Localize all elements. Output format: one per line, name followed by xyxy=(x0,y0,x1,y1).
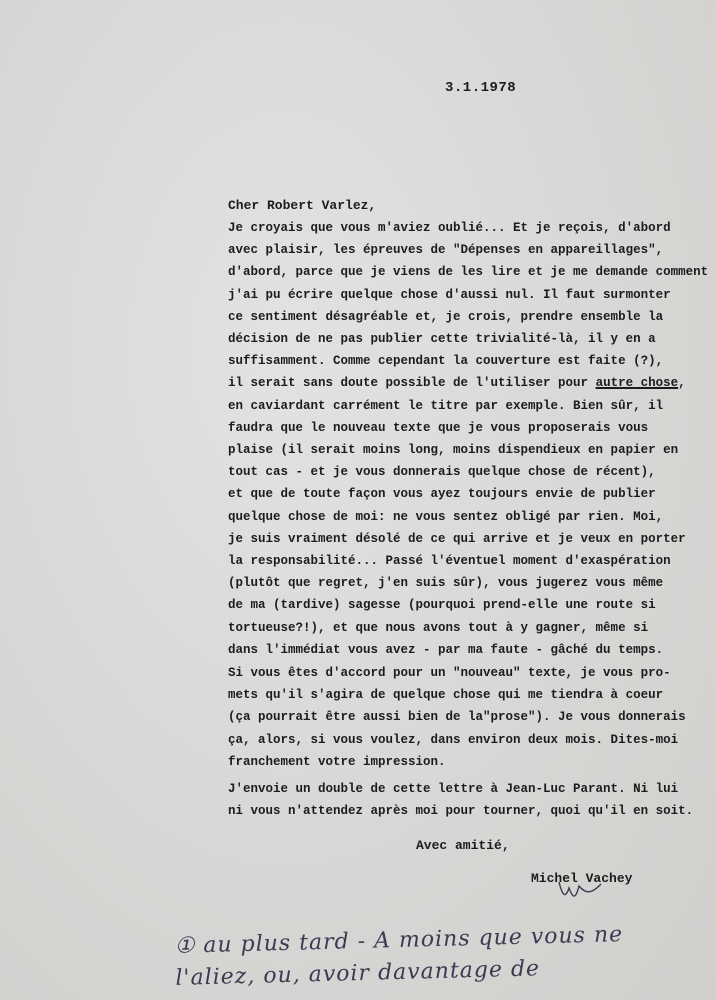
text-line: tout cas - et je vous donnerais quelque chose de récent), xyxy=(228,465,656,480)
text-line: quelque chose de moi: ne vous sentez obligé par rien. Moi, xyxy=(228,509,664,524)
text-line: ce sentiment désagréable et, je crois, prendre ensemble la xyxy=(228,309,664,324)
handwritten-note xyxy=(174,919,624,995)
text-line: (plutôt que regret, j'en suis sûr), vous jugerez vous même xyxy=(228,576,664,591)
text-line: Si vous êtes d'accord pour un "nouveau" texte, je vous pro- xyxy=(228,666,671,680)
text-fragment: il serait sans doute possible de l'utiliser pour xyxy=(228,376,596,391)
underlined-phrase: autre chose xyxy=(595,376,679,391)
text-line: de ma (tardive) sagesse (pourquoi prend-elle une route si xyxy=(228,598,656,613)
letter-date: 3.1.1978 xyxy=(445,80,517,96)
paragraph-3 xyxy=(228,778,716,822)
closing: Avec amitié, xyxy=(416,838,510,853)
paragraph-1 xyxy=(228,217,716,661)
text-line: en caviardant carrément le titre par exemple. Bien sûr, il xyxy=(228,398,664,413)
text-line: franchement votre impression. xyxy=(228,754,446,769)
text-line: je suis vraiment désolé de ce qui arrive et je veux en porter xyxy=(228,531,686,546)
text-line: d'abord, parce que je viens de les lire et je me demande comment xyxy=(228,265,709,280)
text-line: plaise (il serait moins long, moins dispendieux en papier en xyxy=(228,443,679,458)
text-line: mets qu'il s'agira de quelque chose qui me tiendra à coeur xyxy=(228,688,664,703)
text-line-with-underline xyxy=(228,372,716,394)
signature-scribble-icon xyxy=(556,876,606,906)
text-line: Je croyais que vous m'aviez oublié... Et je reçois, d'abord xyxy=(228,221,671,235)
handwritten-line: l'aliez, ou, avoir davantage de xyxy=(175,956,541,991)
text-line: avec plaisir, les épreuves de "Dépenses en appareillages", xyxy=(228,243,664,258)
text-fragment: , xyxy=(678,376,686,391)
text-line: dans l'immédiat vous avez - par ma faute - gâché du temps. xyxy=(228,642,664,657)
text-line: j'ai pu écrire quelque chose d'aussi nul. Il faut surmonter xyxy=(228,287,671,302)
text-line: décision de ne pas publier cette trivialité-là, il y en a xyxy=(228,332,656,347)
text-line: (ça pourrait être aussi bien de la"prose"). Je vous donnerais xyxy=(228,710,686,725)
salutation: Cher Robert Varlez, xyxy=(228,198,377,213)
text-line: J'envoie un double de cette lettre à Jean-Luc Parant. Ni lui xyxy=(228,782,679,796)
text-line: et que de toute façon vous ayez toujours envie de publier xyxy=(228,487,656,502)
text-line: faudra que le nouveau texte que je vous proposerais vous xyxy=(228,420,649,435)
text-line: tortueuse?!), et que nous avons tout à y gagner, même si xyxy=(228,620,649,635)
text-line: ni vous n'attendez après moi pour tourner, quoi qu'il en soit. xyxy=(228,804,694,819)
handwritten-line: ① au plus tard - A moins que vous ne xyxy=(174,922,624,959)
text-line: la responsabilité... Passé l'éventuel moment d'exaspération xyxy=(228,554,671,569)
text-line: suffisamment. Comme cependant la couverture est faite (?), xyxy=(228,354,664,369)
text-line: ça, alors, si vous voulez, dans environ deux mois. Dites-moi xyxy=(228,732,679,747)
paragraph-2 xyxy=(228,662,716,773)
signature-typed: Michel Vachey xyxy=(531,871,633,886)
